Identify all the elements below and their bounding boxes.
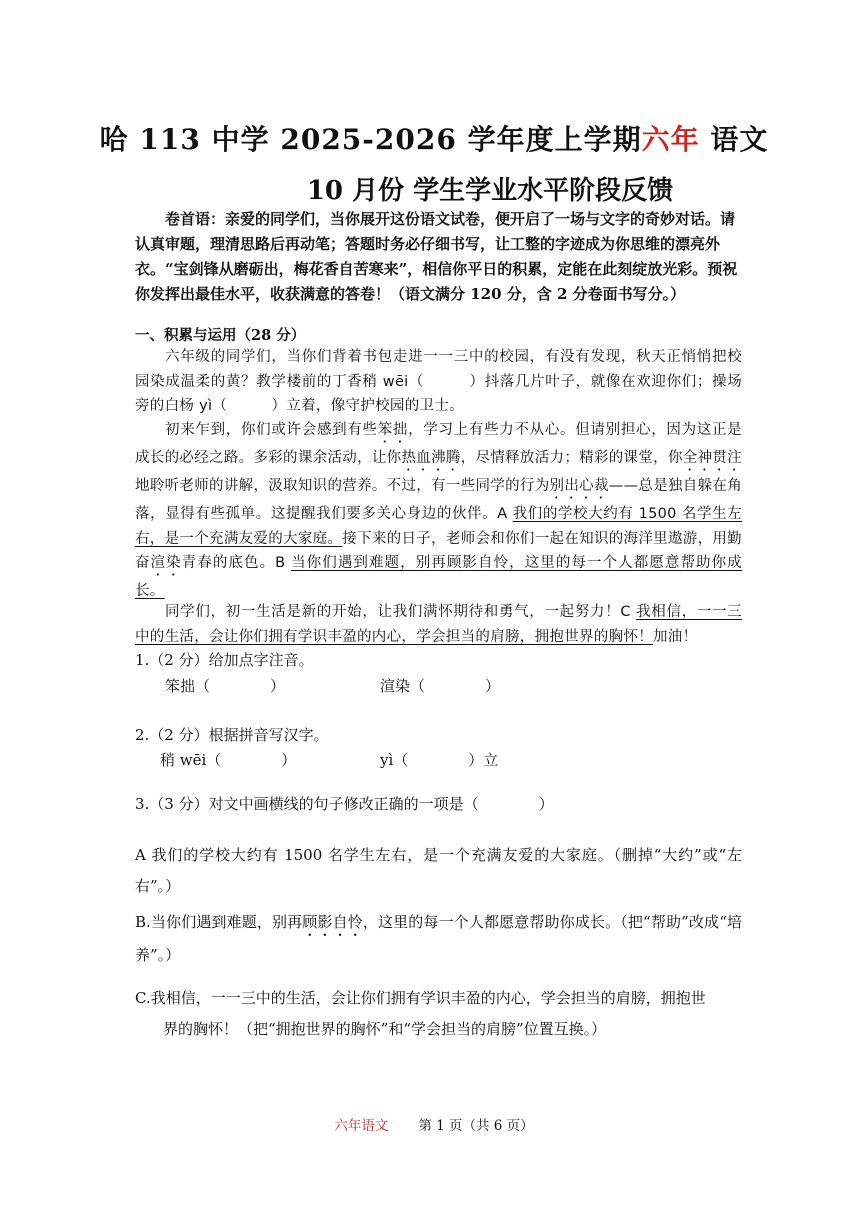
question-3-option-c[interactable] bbox=[135, 983, 742, 1045]
text-run: ，这里的每一个人都愿意帮助你成长。（把“帮助”改成“培养”。） bbox=[135, 913, 742, 964]
question-1-item-1[interactable]: 笨拙（ ） bbox=[165, 677, 286, 695]
footer-subject: 六年语文 bbox=[334, 1118, 389, 1134]
question-3-option-b[interactable] bbox=[135, 907, 742, 971]
text-run: 地聆听老师的讲解，汲取知识的营养。不过，有一些同学的行为 bbox=[135, 478, 550, 494]
option-c-line-1: C.我相信，一一三中的生活，会让你们拥有学识丰盈的内心，学会担当的肩膀，拥抱世 bbox=[135, 989, 706, 1007]
passage-paragraph-2 bbox=[135, 418, 742, 604]
option-c-line-2: 界的胸怀！（把“拥抱世界的胸怀”和“学会担当的肩膀”位置互换。） bbox=[163, 1020, 607, 1038]
underlined-sentence-c: 我相信，一一三中的生活，会让你们拥有学识丰盈的内心，学会担当的肩膀，拥抱世界的胸怀！ bbox=[135, 604, 742, 645]
dotted-word: 渲染 bbox=[150, 555, 182, 571]
passage-paragraph-1: 六年级的同学们，当你们背着书包走进一一三中的校园，有没有发现，秋天正悄悄把校园染成温柔的黄？教学楼前的丁香稍 wēi（ ）抖落几片叶子，就像在欢迎你们；操场旁的白杨 yì（ ）立着，像守护校园的卫士。 bbox=[135, 349, 742, 414]
text-run: 青春的底色。B bbox=[181, 555, 292, 571]
text-run: 接下来的日子，老师会和你们一起在知识的海洋里遨游，用勤奋 bbox=[135, 530, 742, 571]
question-2-label: 2.（2 分）根据拼音写汉字。 bbox=[135, 726, 329, 744]
dotted-word: 别出心裁 bbox=[549, 478, 609, 494]
text-run: ，尽情释放活力；精彩的课堂，你 bbox=[460, 450, 683, 466]
exam-title-line2: 10 月份 学生学业水平阶段反馈 bbox=[306, 176, 674, 206]
text-run: B.当你们遇到难题，别再 bbox=[135, 913, 303, 931]
text-run: 加油！ bbox=[653, 628, 698, 645]
passage-paragraph-3 bbox=[135, 600, 742, 649]
dotted-word: 热血沸腾 bbox=[401, 450, 461, 466]
dotted-word: 顾影自怜 bbox=[302, 913, 363, 931]
exam-title-line1 bbox=[0, 118, 868, 158]
question-2-item-2[interactable]: yì（ ）立 bbox=[380, 751, 499, 769]
page-footer bbox=[0, 1114, 868, 1134]
underlined-sentence-b: 当你们遇到难题，别再顾影自怜，这里的每一个人都愿意帮助你成长。 bbox=[135, 555, 742, 599]
dotted-word: 全神贯注 bbox=[682, 450, 742, 466]
text-run: 同学们，初一生活是新的开始，让我们满怀期待和勇气，一起努力！C bbox=[165, 604, 637, 620]
underlined-sentence-a: 我们的学校大约有 1500 名学生左右，是一个充满友爱的大家庭。 bbox=[135, 506, 742, 547]
text-run: ，学习上有些力不从心。但请别担心，因为这正是成长的必经之路。多彩的课余活动，让你 bbox=[135, 422, 742, 466]
question-2-item-1[interactable]: 稍 wēi（ ） bbox=[160, 751, 297, 769]
text-run: 初来乍到，你们或许会感到有些 bbox=[165, 422, 378, 438]
question-1-item-2[interactable]: 渲染（ ） bbox=[380, 677, 501, 695]
preface-paragraph: 卷首语：亲爱的同学们，当你展开这份语文试卷，便开启了一场与文字的奇妙对话。请认真审题，理清思路后再动笔；答题时务必仔细书写，让工整的字迹成为你思维的漂亮外衣。“宝剑锋从磨砺出，梅花香自苦寒来”，相信你平日的积累，定能在此刻绽放光彩。预祝你发挥出最佳水平，收获满意的答卷！（语文满分 120 分，含 2 分卷面书写分。） bbox=[135, 210, 738, 303]
text-run: ——总是独自躲在角落，显得有些孤单。这提醒我们要多关心身边的伙伴。A bbox=[135, 478, 743, 522]
footer-page-number: 第 1 页（共 6 页） bbox=[418, 1118, 534, 1134]
title-grade: 六年 bbox=[641, 123, 700, 156]
question-3-option-a[interactable]: A 我们的学校大约有 1500 名学生左右，是一个充满友爱的大家庭。（删掉“大约”或“左右”。） bbox=[135, 846, 742, 895]
question-1-label: 1.（2 分）给加点字注音。 bbox=[135, 651, 314, 669]
section-heading: 一、积累与运用（28 分） bbox=[135, 327, 306, 344]
title-prefix: 哈 113 中学 2025-2026 学年度上学期 bbox=[99, 123, 642, 156]
title-subject: 语文 bbox=[699, 123, 769, 156]
question-3-label: 3.（3 分）对文中画横线的句子修改正确的一项是（ ） bbox=[135, 795, 554, 813]
dotted-word: 笨拙 bbox=[377, 422, 409, 438]
